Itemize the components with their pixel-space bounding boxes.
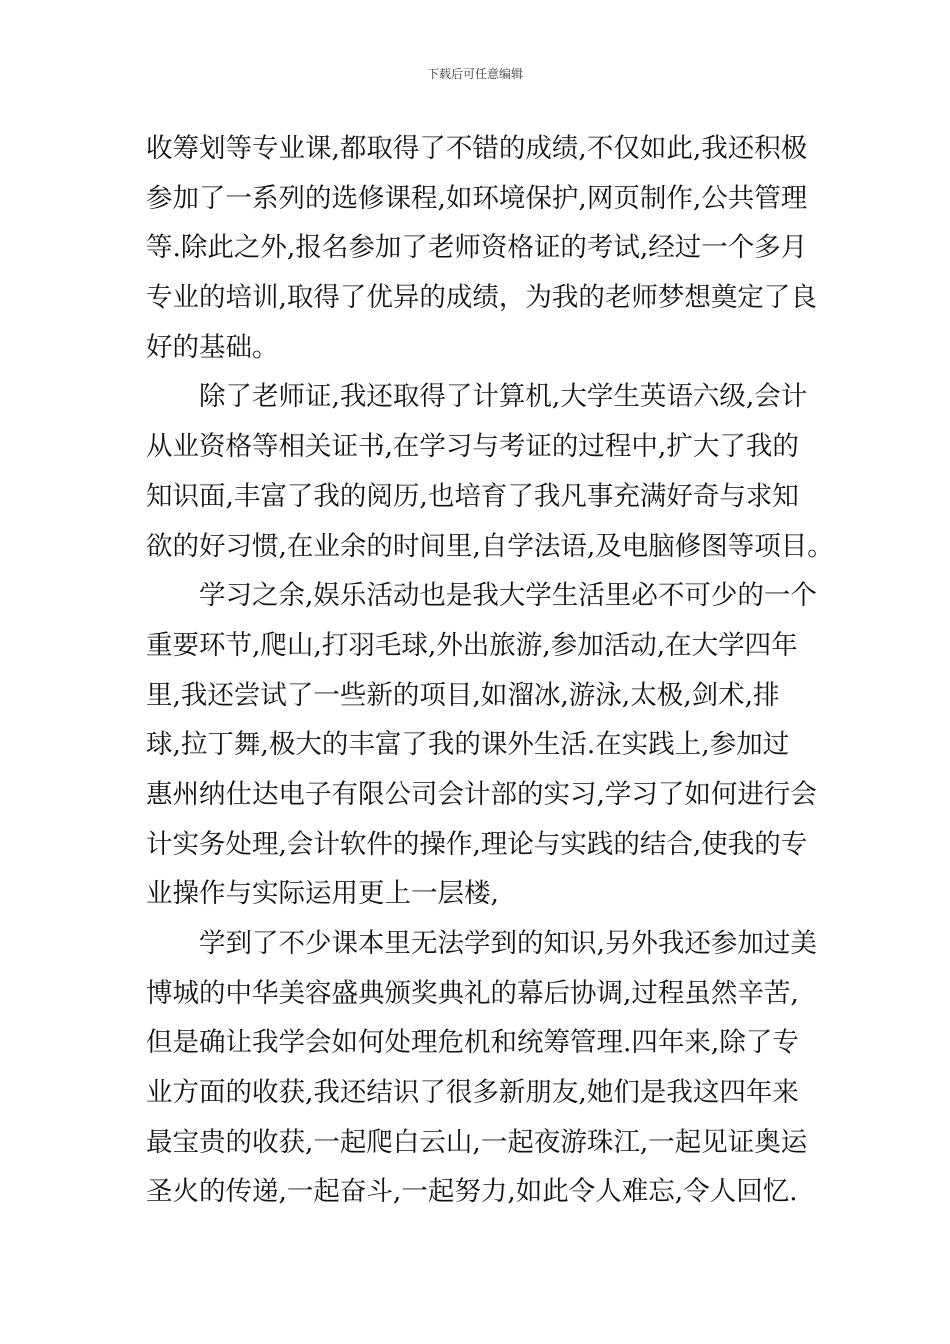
text-line: 博城的中华美容盛典颁奖典礼的幕后协调,过程虽然辛苦, <box>146 977 799 1009</box>
text-line: 等.除此之外,报名参加了老师资格证的考试,经过一个多月 <box>146 232 808 264</box>
paragraph-4 <box>146 919 816 1217</box>
text-line: 业方面的收获,我还结识了很多新朋友,她们是我这四年来 <box>146 1077 799 1109</box>
text-line: 计实务处理,会计软件的操作,理论与实践的结合,使我的专 <box>146 828 808 860</box>
text-line: 知识面,丰富了我的阅历,也培育了我凡事充满好奇与求知 <box>146 480 799 512</box>
paragraph-3 <box>146 571 816 919</box>
text-line: 参加了一系列的选修课程,如环境保护,网页制作,公共管理 <box>146 182 808 214</box>
text-line: 惠州纳仕达电子有限公司会计部的实习,学习了如何进行会 <box>146 778 817 810</box>
text-line: 好的基础。 <box>146 331 279 363</box>
text-line: 专业的培训,取得了优异的成绩，为我的老师梦想奠定了良 <box>146 282 817 314</box>
text-line: 学习之余,娱乐活动也是我大学生活里必不可少的一个 <box>199 580 817 612</box>
text-line: 从业资格等相关证书,在学习与考证的过程中,扩大了我的 <box>146 431 799 463</box>
text-line: 但是确让我学会如何处理危机和统筹管理.四年来,除了专 <box>146 1027 799 1059</box>
text-line: 球,拉丁舞,极大的丰富了我的课外生活.在实践上,参加过 <box>146 729 790 761</box>
page-header: 下载后可任意编辑 <box>426 67 523 81</box>
text-line: 里,我还尝试了一些新的项目,如溜冰,游泳,太极,剑术,排 <box>146 679 780 711</box>
text-line: 除了老师证,我还取得了计算机,大学生英语六级,会计 <box>199 381 808 413</box>
text-line: 最宝贵的收获,一起爬白云山,一起夜游珠江,一起见证奥运 <box>146 1126 808 1158</box>
text-line: 业操作与实际运用更上一层楼, <box>146 878 499 910</box>
document-body <box>146 124 834 1217</box>
text-line: 收筹划等专业课,都取得了不错的成绩,不仅如此,我还积极 <box>146 133 808 164</box>
paragraph-2 <box>146 372 834 571</box>
text-line: 学到了不少课本里无法学到的知识,另外我还参加过美 <box>199 928 817 959</box>
paragraph-1 <box>146 124 816 372</box>
text-line: 欲的好习惯,在业余的时间里,自学法语,及电脑修图等项目。 <box>146 530 834 562</box>
text-line: 圣火的传递,一起奋斗,一起努力,如此令人难忘,令人回忆. <box>146 1176 798 1208</box>
text-line: 重要环节,爬山,打羽毛球,外出旅游,参加活动,在大学四年 <box>146 629 798 661</box>
